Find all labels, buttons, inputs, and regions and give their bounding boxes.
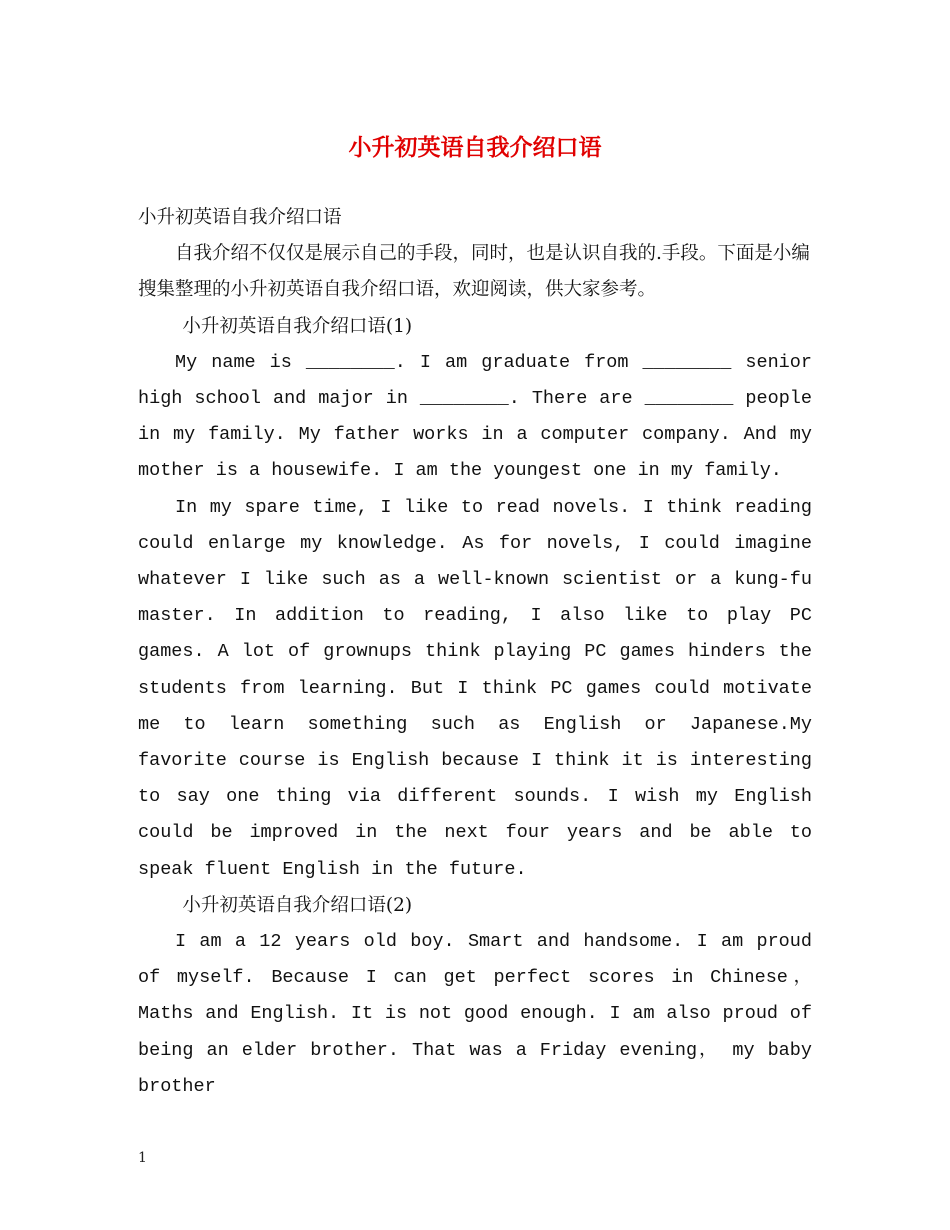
document-title: 小升初英语自我介绍口语 bbox=[348, 134, 602, 161]
page-number: 1 bbox=[138, 1150, 147, 1166]
section-heading-2: 小升初英语自我介绍口语(2) bbox=[182, 894, 413, 916]
section1-paragraph-2: In my spare time, I like to read novels. I think reading could enlarge my knowledge. As for novels, I could imagine whatever I like such as a well-known scientist or a kung-fu master. In addition to reading, I also like to play PC games. A lot of grownups think playing PC games hinders the students from learning. But I think PC games could motivate me to learn something such as English or Japanese.My favorite course is English because I think it is interesting to say one thing via different sounds. I wish my English could be improved in the next four years and be able to speak fluent English in the future. bbox=[138, 496, 812, 880]
section-heading-1: 小升初英语自我介绍口语(1) bbox=[182, 315, 413, 337]
section1-paragraph-1: My name is ________. I am graduate from ________ senior high school and major in ________. There are ________ people in my family. My father works in a computer company. And my mother is a housewife. I am the youngest one in my family. bbox=[138, 351, 812, 482]
intro-paragraph: 自我介绍不仅仅是展示自己的手段，同时，也是认识自我的.手段。下面是小编搜集整理的小升初英语自我介绍口语，欢迎阅读，供大家参考。 bbox=[138, 243, 810, 301]
document-body bbox=[138, 200, 812, 1105]
section2-paragraph-1: I am a 12 years old boy. Smart and handsome. I am proud of myself. Because I can get perfect scores in Chinese， Maths and English. It is not good enough. I am also proud of being an elder brother. That was a Friday evening， my baby brother bbox=[138, 931, 812, 1097]
subtitle: 小升初英语自我介绍口语 bbox=[138, 207, 342, 228]
